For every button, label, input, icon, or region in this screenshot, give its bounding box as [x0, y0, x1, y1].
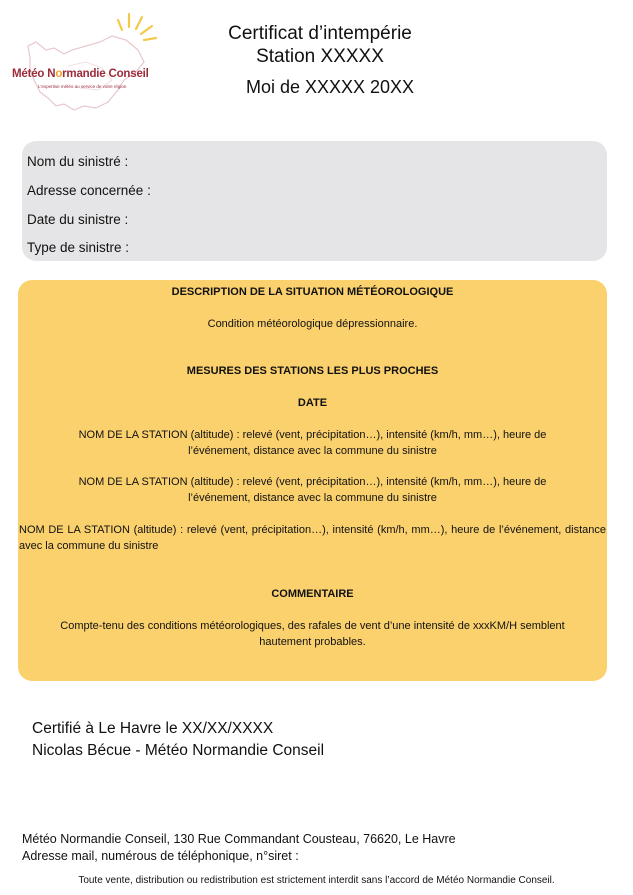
- certification-place-date: Certifié à Le Havre le XX/XX/XXXX: [32, 720, 274, 737]
- comment-text: Compte-tenu des conditions météorologiques, des rafales de vent d’une intensité de xxxKM/H semblent hautement probables.: [60, 620, 565, 648]
- field-address: Adresse concernée :: [27, 182, 151, 198]
- field-claimant-name: Nom du sinistré :: [27, 154, 129, 169]
- field-claim-date: Date du sinistre :: [27, 211, 129, 227]
- section-heading-date: DATE: [297, 397, 328, 409]
- certification-signatory: Nicolas Bécue - Météo Normandie Conseil: [32, 742, 325, 759]
- section-heading-measures: MESURES DES STATIONS LES PLUS PROCHES: [186, 365, 439, 377]
- logo-tagline: L'expertise météo au service de votre région: [38, 84, 127, 89]
- section-heading-comment: COMMENTAIRE: [271, 588, 354, 600]
- logo-name: Météo Normandie Conseil: [12, 68, 149, 80]
- field-claim-type: Type de sinistre :: [27, 240, 130, 256]
- condition-text: Condition météorologique dépressionnaire.: [207, 318, 418, 330]
- station-entry-3: NOM DE LA STATION (altitude) : relevé (vent, précipitation…), intensité (km/h, mm…), heure de l’événement, distance avec la commune du sinistre: [19, 524, 606, 552]
- period-line: Moi de XXXXX 20XX: [245, 77, 415, 97]
- logo: [8, 6, 168, 118]
- document-title: [190, 22, 450, 98]
- section-heading-description: DESCRIPTION DE LA SITUATION MÉTÉOROLOGIQUE: [171, 286, 454, 298]
- station-entry-2: NOM DE LA STATION (altitude) : relevé (vent, précipitation…), intensité (km/h, mm…), heure de l’événement, distance avec la commune du sinistre: [78, 476, 547, 504]
- normandie-map-sun-icon: [8, 6, 168, 118]
- claim-info-box: [22, 141, 607, 261]
- certification: [32, 718, 324, 762]
- footer-address: Météo Normandie Conseil, 130 Rue Commandant Cousteau, 76620, Le Havre: [22, 832, 456, 846]
- footer: [22, 831, 456, 865]
- footer-contact: Adresse mail, numérous de téléphonique, n°siret :: [22, 849, 299, 863]
- title-line-2: Station XXXXX: [256, 46, 384, 67]
- title-line-1: Certificat d’intempérie: [228, 23, 412, 44]
- legal-notice: Toute vente, distribution ou redistribution est strictement interdit sans l’accord de Météo Normandie Conseil.: [78, 875, 555, 886]
- station-entry-1: NOM DE LA STATION (altitude) : relevé (vent, précipitation…), intensité (km/h, mm…), heure de l’événement, distance avec la commune du sinistre: [78, 429, 547, 457]
- weather-description-box: [18, 280, 607, 681]
